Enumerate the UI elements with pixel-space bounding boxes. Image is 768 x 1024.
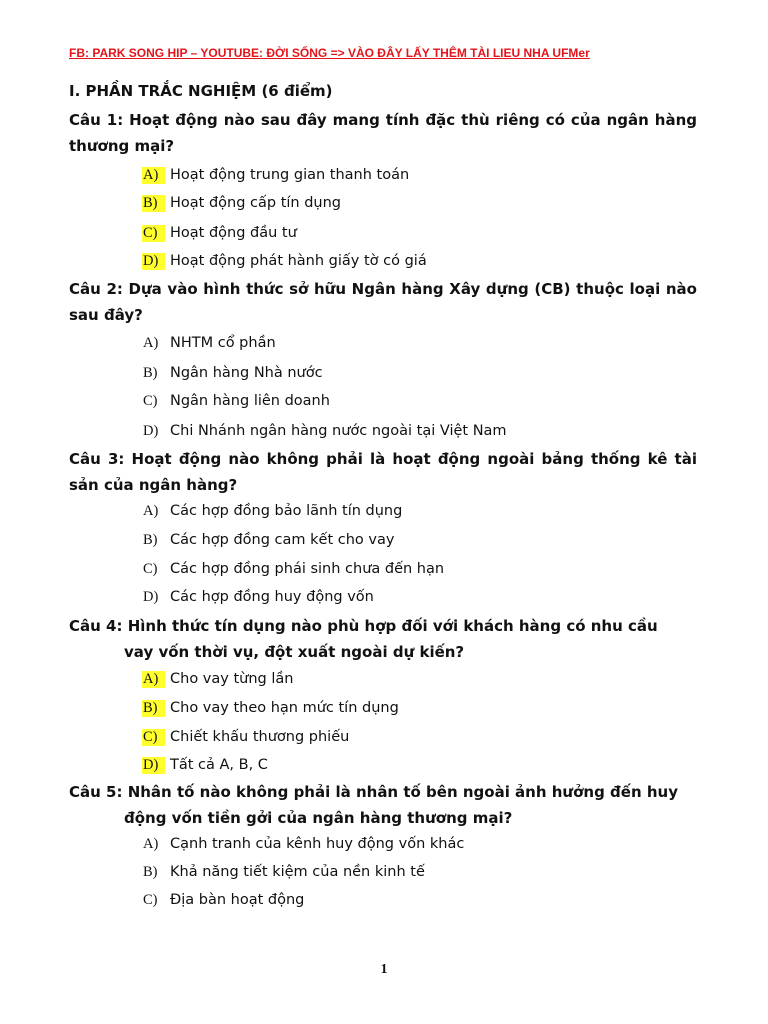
option-letter: A): [143, 502, 159, 519]
option-5c: [142, 889, 304, 911]
option-letter: C): [143, 392, 158, 409]
option-text: Các hợp đồng cam kết cho vay: [170, 532, 395, 548]
question-text: Câu 3: Hoạt động nào không phải là hoạt động ngoài bảng thống kê tài sản của ngân hàng?: [69, 450, 697, 494]
option-1a: [142, 164, 409, 186]
question-text: Câu 5: Nhân tố nào không phải là nhân tố bên ngoài ảnh hưởng đến huy: [69, 783, 679, 801]
option-letter: B): [143, 364, 158, 381]
question-text-cont: vay vốn thời vụ, đột xuất ngoài dự kiến?: [124, 643, 465, 661]
question-text: Câu 1: Hoạt động nào sau đây mang tính đặc thù riêng có của ngân hàng thương mại?: [69, 111, 697, 155]
option-letter: A): [143, 334, 159, 351]
option-letter: C): [143, 891, 158, 908]
question-text: Câu 4: Hình thức tín dụng nào phù hợp đối với khách hàng có nhu cầu: [69, 617, 658, 635]
option-3c: [142, 558, 444, 580]
option-letter: D): [142, 757, 165, 774]
question-text: Câu 2: Dựa vào hình thức sở hữu Ngân hàng Xây dựng (CB) thuộc loại nào sau đây?: [69, 280, 697, 324]
option-2c: [142, 390, 330, 412]
option-letter: B): [142, 195, 165, 212]
option-4c: [142, 726, 349, 748]
option-text: Cho vay từng lần: [170, 671, 294, 687]
option-text: Chi Nhánh ngân hàng nước ngoài tại Việt Nam: [170, 423, 507, 439]
option-2a: [142, 332, 276, 354]
option-5b: [142, 861, 425, 883]
question-3: [69, 446, 697, 498]
option-text: Cho vay theo hạn mức tín dụng: [170, 700, 399, 716]
option-text: Hoạt động cấp tín dụng: [170, 195, 342, 211]
option-text: Địa bàn hoạt động: [170, 892, 305, 908]
page-number: 1: [380, 962, 388, 977]
option-letter: C): [143, 560, 158, 577]
option-5a: [142, 833, 464, 855]
option-1d: [142, 250, 427, 272]
question-5: [69, 779, 678, 831]
option-text: Các hợp đồng huy động vốn: [170, 589, 374, 605]
option-2b: [142, 362, 323, 384]
option-1b: [142, 192, 341, 214]
option-letter: A): [142, 167, 165, 184]
option-letter: C): [142, 225, 165, 242]
option-3a: [142, 500, 402, 522]
option-2d: [142, 420, 507, 442]
option-text: Ngân hàng Nhà nước: [170, 365, 323, 381]
option-4a: [142, 668, 293, 690]
option-letter: D): [142, 253, 165, 270]
option-letter: B): [143, 863, 158, 880]
option-text: Chiết khấu thương phiếu: [170, 729, 350, 745]
option-4d: [142, 754, 268, 776]
question-4: [69, 613, 658, 665]
option-3d: [142, 586, 374, 608]
option-text: Ngân hàng liên doanh: [170, 393, 330, 409]
option-1c: [142, 222, 297, 244]
option-letter: B): [142, 700, 165, 717]
option-text: NHTM cổ phần: [170, 335, 276, 351]
option-text: Hoạt động trung gian thanh toán: [170, 167, 410, 183]
question-1: [69, 107, 697, 159]
option-letter: D): [143, 588, 159, 605]
option-letter: A): [143, 835, 159, 852]
option-text: Hoạt động đầu tư: [170, 225, 297, 241]
option-letter: D): [143, 422, 159, 439]
option-text: Các hợp đồng phái sinh chưa đến hạn: [170, 561, 445, 577]
option-3b: [142, 529, 394, 551]
option-letter: B): [143, 531, 158, 548]
option-text: Tất cả A, B, C: [170, 757, 268, 773]
option-letter: A): [142, 671, 165, 688]
option-letter: C): [142, 729, 165, 746]
option-text: Cạnh tranh của kênh huy động vốn khác: [170, 836, 465, 852]
section-title: I. PHẦN TRẮC NGHIỆM (6 điểm): [69, 82, 333, 100]
question-text-cont: động vốn tiền gởi của ngân hàng thương mại?: [124, 809, 513, 827]
option-text: Khả năng tiết kiệm của nền kinh tế: [170, 864, 425, 880]
option-text: Các hợp đồng bảo lãnh tín dụng: [170, 503, 403, 519]
question-2: [69, 276, 697, 328]
header-link[interactable]: FB: PARK SONG HIP – YOUTUBE: ĐỜI SỐNG => VÀO ĐÂY LẤY THÊM TÀI LIEU NHA UFMer: [69, 46, 590, 60]
option-4b: [142, 697, 399, 719]
option-text: Hoạt động phát hành giấy tờ có giá: [170, 253, 427, 269]
